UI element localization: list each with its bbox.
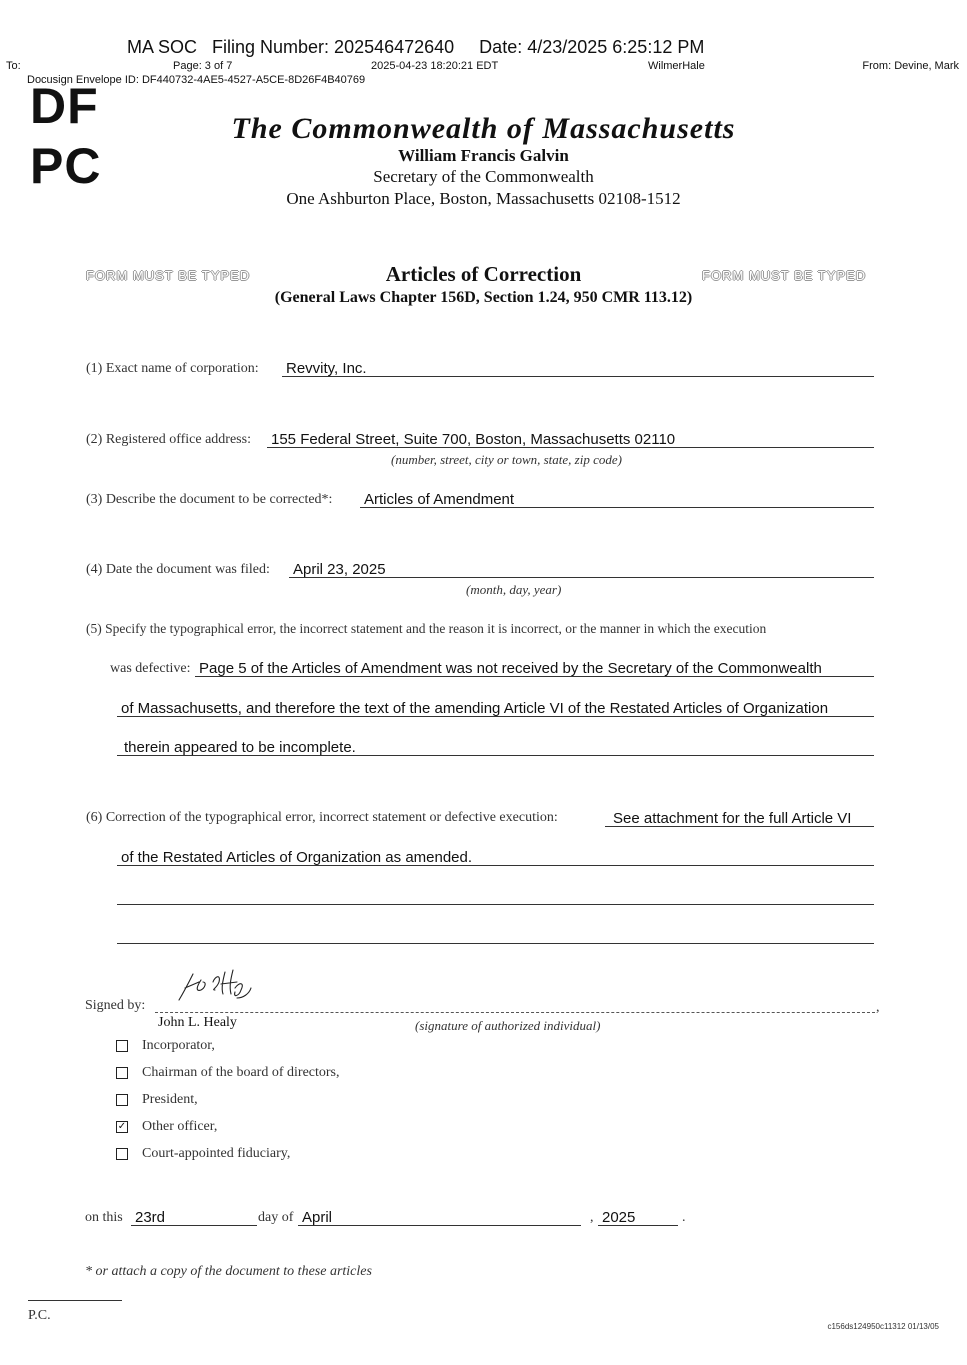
year-value[interactable]: 2025	[602, 1209, 636, 1226]
correction-value-2[interactable]: of the Restated Articles of Organization as amended.	[121, 849, 473, 866]
role-chairman-label: Chairman of the board of directors,	[142, 1065, 340, 1080]
form-subtitle: (General Laws Chapter 156D, Section 1.24, 950 CMR 113.12)	[274, 289, 693, 306]
doc-value[interactable]: Articles of Amendment	[364, 491, 515, 508]
signed-by-label: Signed by:	[85, 998, 146, 1013]
signature-mark	[175, 968, 255, 1004]
form-typed-notice-right: FORM MUST BE TYPED	[702, 268, 867, 283]
corp-name-value[interactable]: Revvity, Inc.	[286, 360, 367, 377]
office-hint: (number, street, city or town, state, zip code)	[391, 452, 622, 467]
date-value[interactable]: April 23, 2025	[293, 561, 386, 578]
role-fiduciary-label: Court-appointed fiduciary,	[142, 1146, 291, 1161]
office-label: (2) Registered office address:	[86, 432, 251, 447]
checkbox-chairman[interactable]	[116, 1067, 128, 1079]
doc-label: (3) Describe the document to be corrected*:	[86, 492, 333, 507]
error-value-1[interactable]: Page 5 of the Articles of Amendment was not received by the Secretary of the Commonwealth	[199, 660, 822, 677]
secretary-address: One Ashburton Place, Boston, Massachusetts 02108-1512	[286, 189, 681, 208]
month-value[interactable]: April	[302, 1209, 333, 1226]
envelope-id: Docusign Envelope ID: DF440732-4AE5-4527-A5CE-8D26F4B40769	[27, 74, 366, 86]
checkbox-fiduciary[interactable]	[116, 1148, 128, 1160]
error-label-1: (5) Specify the typographical error, the incorrect statement and the reason it is incorrect, or the manner in which the execution	[86, 621, 767, 636]
date-label: (4) Date the document was filed:	[86, 562, 270, 577]
correction-line-4	[117, 943, 874, 944]
role-president-label: President,	[142, 1092, 198, 1107]
stamp-pc: PC	[30, 138, 102, 194]
period-label: .	[682, 1210, 686, 1225]
footnote: * or attach a copy of the document to these articles	[85, 1264, 372, 1279]
comma-label: ,	[590, 1210, 594, 1225]
checkbox-other-officer[interactable]: ✓	[117, 1121, 127, 1132]
checkbox-incorporator[interactable]	[116, 1040, 128, 1052]
error-label-2: was defective:	[110, 661, 191, 676]
signature-hint: (signature of authorized individual)	[415, 1018, 601, 1033]
correction-label: (6) Correction of the typographical error, incorrect statement or defective execution:	[86, 810, 558, 825]
office-value[interactable]: 155 Federal Street, Suite 700, Boston, Massachusetts 02110	[271, 431, 676, 448]
signer-name: John L. Healy	[158, 1015, 237, 1030]
month-line	[298, 1225, 581, 1226]
fax-to-label: To:	[6, 60, 21, 72]
on-this-label: on this	[85, 1210, 123, 1225]
footer-code: c156ds124950c11312 01/13/05	[827, 1322, 939, 1331]
correction-value-1[interactable]: See attachment for the full Article VI	[613, 810, 852, 827]
footer-rule	[28, 1300, 122, 1301]
error-value-3[interactable]: therein appeared to be incomplete.	[124, 739, 356, 756]
fax-page: Page: 3 of 7	[173, 60, 233, 72]
commonwealth-title: The Commonwealth of Massachusetts	[231, 112, 736, 145]
secretary-name: William Francis Galvin	[398, 146, 569, 165]
fax-timestamp: 2025-04-23 18:20:21 EDT	[371, 60, 499, 72]
correction-line-3	[117, 904, 874, 905]
checkbox-president[interactable]	[116, 1094, 128, 1106]
role-incorporator-label: Incorporator,	[142, 1038, 215, 1053]
stamp-df: DF	[30, 78, 99, 134]
signature-line	[155, 1012, 875, 1013]
error-value-2[interactable]: of Massachusetts, and therefore the text of the amending Article VI of the Restated Articles of Organization	[121, 700, 829, 717]
footer-pc: P.C.	[28, 1308, 51, 1323]
date-hint: (month, day, year)	[466, 582, 562, 597]
form-typed-notice-left: FORM MUST BE TYPED	[86, 268, 251, 283]
fax-sender-org: WilmerHale	[648, 60, 705, 72]
form-title: Articles of Correction	[385, 262, 582, 286]
corp-name-label: (1) Exact name of corporation:	[86, 361, 259, 376]
signature-comma: ,	[876, 1000, 880, 1015]
role-other-officer-label: Other officer,	[142, 1119, 218, 1134]
fax-from: From: Devine, Mark	[862, 60, 959, 72]
secretary-title: Secretary of the Commonwealth	[373, 167, 594, 186]
corp-name-line	[282, 376, 874, 377]
day-of-label: day of	[258, 1210, 294, 1225]
day-value[interactable]: 23rd	[135, 1209, 166, 1226]
filing-line: MA SOC Filing Number: 202546472640 Date: 4/23/2025 6:25:12 PM	[127, 37, 705, 57]
